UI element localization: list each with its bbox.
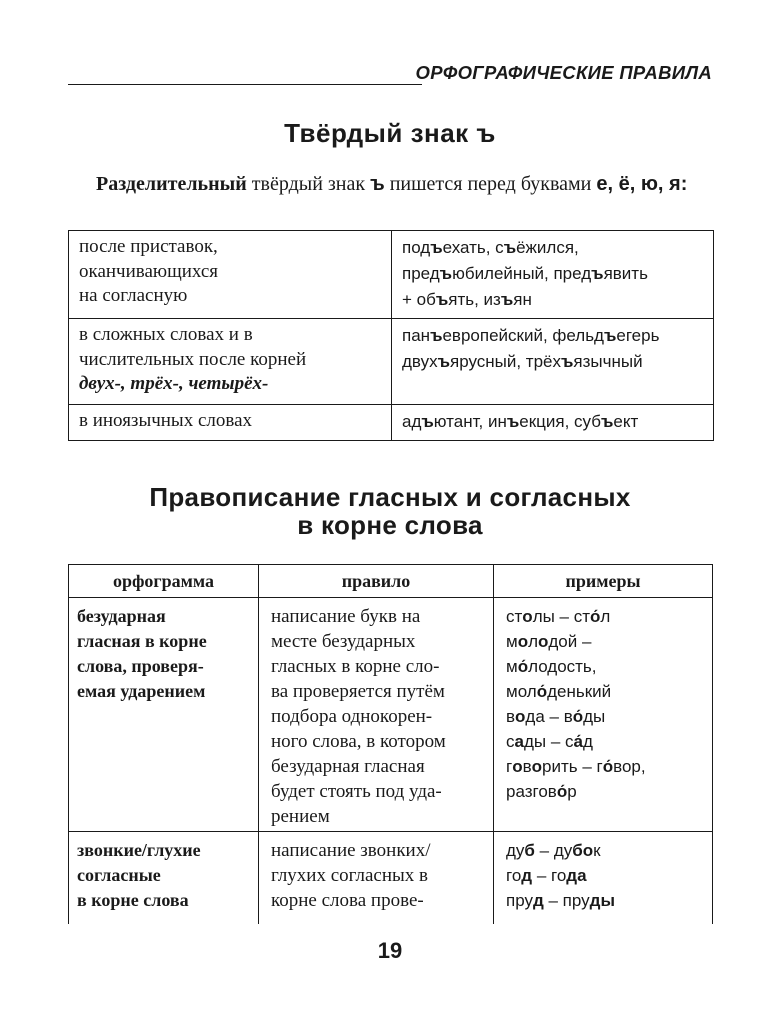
highlighted-letters: б: [524, 841, 535, 860]
condition-line: на согласную: [79, 285, 188, 306]
intro-lead: Разделительный: [96, 173, 247, 195]
rule-line: гласных в корне сло-: [271, 656, 440, 677]
word-part: – ду: [534, 841, 573, 860]
rule-line: ва проверяется путём: [271, 681, 445, 702]
table-row: [69, 405, 714, 441]
example-line: [506, 888, 704, 913]
highlighted-letters: ъ: [430, 326, 443, 345]
condition-cell: [69, 319, 392, 405]
highlighted-letters: а́: [573, 732, 583, 751]
rule-line: написание звонких/: [271, 840, 431, 861]
example-line: [506, 704, 704, 729]
highlighted-letters: ъ: [439, 264, 453, 283]
highlighted-letters: ъ: [561, 352, 574, 371]
word-part: ёжился,: [516, 238, 579, 257]
rule-line: подбора однокорен-: [271, 706, 433, 727]
word-part: ютант, ин: [433, 412, 507, 431]
header-rule: [68, 84, 422, 85]
example-line: [402, 235, 703, 261]
examples-cell: [392, 319, 714, 405]
highlighted-letters: ъ: [503, 238, 517, 257]
example-line: [506, 604, 704, 629]
highlighted-letters: ъ: [430, 238, 443, 257]
rule-cell: [259, 832, 494, 925]
spelling-line: звонкие/глухие: [77, 840, 201, 860]
word-part: двух: [402, 352, 438, 371]
section-title-hard-sign: Твёрдый знак ъ: [284, 118, 496, 148]
highlighted-letters: а: [514, 732, 524, 751]
word-part: екция, суб: [519, 412, 601, 431]
word-part: ять, из: [448, 290, 501, 309]
word-part: ян: [513, 290, 532, 309]
highlighted-letters: о: [531, 757, 543, 776]
example-line: [402, 287, 703, 313]
word-part: ехать, с: [442, 238, 504, 257]
examples-cell: [392, 405, 714, 441]
word-part: к: [593, 841, 601, 860]
intro-text: твёрдый знак: [246, 173, 371, 195]
example-line: [402, 349, 703, 375]
word-part: в: [522, 757, 532, 776]
spelling-line: слова, проверя-: [77, 656, 204, 676]
example-line: [402, 409, 703, 435]
rule-line: рением: [271, 806, 330, 827]
highlighted-letters: ъ: [591, 264, 604, 283]
highlighted-letters: о: [512, 757, 523, 776]
highlighted-letters: ды: [589, 891, 615, 910]
highlighted-letters: о́: [602, 757, 614, 776]
word-part: лы – ст: [532, 607, 591, 626]
word-part: пру: [506, 891, 533, 910]
highlighted-letters: ъ: [506, 412, 520, 431]
highlighted-letters: ъ: [437, 352, 450, 371]
word-part: разгов: [506, 782, 557, 801]
word-part: р: [567, 782, 577, 801]
word-part: – пру: [543, 891, 590, 910]
word-part: пред: [402, 264, 440, 283]
section-title-line: Правописание гласных и согласных: [149, 482, 631, 512]
example-line: [402, 323, 703, 349]
word-part: с: [506, 732, 515, 751]
word-part: д: [582, 732, 593, 751]
example-line: [506, 863, 704, 888]
word-part: денький: [547, 682, 612, 701]
rule-cell: [259, 598, 494, 832]
word-part: егерь: [616, 326, 660, 345]
example-line: [506, 838, 704, 863]
highlighted-letters: о́: [556, 782, 568, 801]
rule-line: глухих согласных в: [271, 865, 428, 886]
table-row: [69, 832, 713, 925]
spelling-line: безударная: [77, 606, 166, 626]
running-header-title: ОРФОГРАФИЧЕСКИЕ ПРАВИЛА: [415, 62, 712, 83]
hard-sign-table: [68, 230, 714, 441]
example-line: [506, 679, 704, 704]
spelling-cell: [69, 832, 259, 925]
highlighted-letters: да: [566, 866, 587, 885]
rule-line: ного слова, в котором: [271, 731, 446, 752]
highlighted-letters: о: [522, 607, 533, 626]
word-part: язычный: [573, 352, 643, 371]
highlighted-letters: ъ: [435, 290, 449, 309]
intro-sign: ъ: [370, 173, 385, 195]
word-part: под: [402, 238, 431, 257]
condition-line: после приставок,: [79, 236, 218, 257]
word-part: л: [528, 632, 538, 651]
highlighted-letters: бо: [572, 841, 594, 860]
word-part: ду: [506, 841, 525, 860]
table-row: [69, 231, 714, 319]
example-line: [506, 779, 704, 804]
word-part: пан: [402, 326, 431, 345]
word-part: + об: [402, 290, 436, 309]
table-row: [69, 598, 713, 832]
word-part: ад: [402, 412, 422, 431]
highlighted-letters: о́: [536, 682, 548, 701]
word-part: ект: [613, 412, 639, 431]
word-part: европейский, фельд: [442, 326, 604, 345]
condition-line: в сложных словах и в: [79, 324, 253, 345]
rule-line: будет стоять под уда-: [271, 781, 442, 802]
spelling-line: емая ударением: [77, 681, 206, 701]
word-part: ст: [506, 607, 523, 626]
highlighted-letters: ъ: [600, 412, 614, 431]
highlighted-letters: о́: [590, 607, 601, 626]
example-line: [506, 654, 704, 679]
highlighted-letters: ъ: [603, 326, 617, 345]
examples-cell: [494, 832, 713, 925]
spelling-line: гласная в корне: [77, 631, 207, 651]
highlighted-letters: ъ: [500, 290, 514, 309]
examples-cell: [494, 598, 713, 832]
column-header-examples: примеры: [494, 565, 713, 598]
rule-line: месте безударных: [271, 631, 416, 652]
rule-line: безударная гласная: [271, 756, 425, 777]
highlighted-letters: о: [517, 632, 529, 651]
intro-end: :: [680, 173, 688, 195]
highlighted-letters: ъ: [421, 412, 434, 431]
intro-letters: е, ё, ю, я: [596, 173, 681, 195]
word-part: дой –: [548, 632, 592, 651]
condition-cell: [69, 405, 392, 441]
condition-roots: двух-, трёх-, четырёх-: [79, 373, 269, 394]
table-row: [69, 319, 714, 405]
word-part: м: [506, 657, 518, 676]
table-header-row: [69, 565, 713, 598]
page-number: 19: [377, 938, 403, 963]
hard-sign-intro: [68, 172, 712, 197]
condition-line: оканчивающихся: [79, 260, 219, 282]
word-part: вор,: [613, 757, 646, 776]
word-part: явить: [603, 264, 648, 283]
condition-cell: [69, 231, 392, 319]
word-part: г: [506, 757, 513, 776]
word-part: да – в: [525, 707, 573, 726]
highlighted-letters: д: [532, 891, 544, 910]
section-title-line: в корне слова: [297, 510, 483, 540]
section-title-vowels-consonants: [0, 483, 780, 539]
example-line: [506, 629, 704, 654]
word-part: ды: [583, 707, 606, 726]
spelling-line: в корне слова: [77, 890, 189, 910]
word-part: юбилейный, пред: [452, 264, 592, 283]
condition-line: числительных после корней: [79, 348, 307, 370]
word-part: мол: [506, 682, 537, 701]
column-header-rule: правило: [259, 565, 494, 598]
word-part: ды – с: [523, 732, 574, 751]
example-line: [402, 261, 703, 287]
running-header: [68, 62, 712, 90]
spelling-line: согласные: [77, 865, 161, 885]
word-part: в: [506, 707, 516, 726]
highlighted-letters: о́: [572, 707, 584, 726]
word-part: го: [506, 866, 522, 885]
example-line: [506, 729, 704, 754]
highlighted-letters: д: [521, 866, 533, 885]
word-part: ярусный, трёх: [449, 352, 562, 371]
condition-line: в иноязычных словах: [79, 410, 253, 431]
column-header-spelling: орфограмма: [69, 565, 259, 598]
word-part: – го: [532, 866, 567, 885]
example-line: [506, 754, 704, 779]
word-part: м: [506, 632, 518, 651]
spelling-cell: [69, 598, 259, 832]
examples-cell: [392, 231, 714, 319]
root-spelling-table: [68, 564, 713, 924]
highlighted-letters: о́: [517, 657, 529, 676]
word-part: л: [600, 607, 611, 626]
word-part: рить – г: [542, 757, 603, 776]
rule-line: написание букв на: [271, 606, 421, 627]
highlighted-letters: о: [538, 632, 549, 651]
rule-line: корне слова прове-: [271, 890, 424, 911]
word-part: лодость,: [528, 657, 597, 676]
highlighted-letters: о: [515, 707, 526, 726]
intro-text2: пишется перед буквами: [384, 173, 597, 195]
